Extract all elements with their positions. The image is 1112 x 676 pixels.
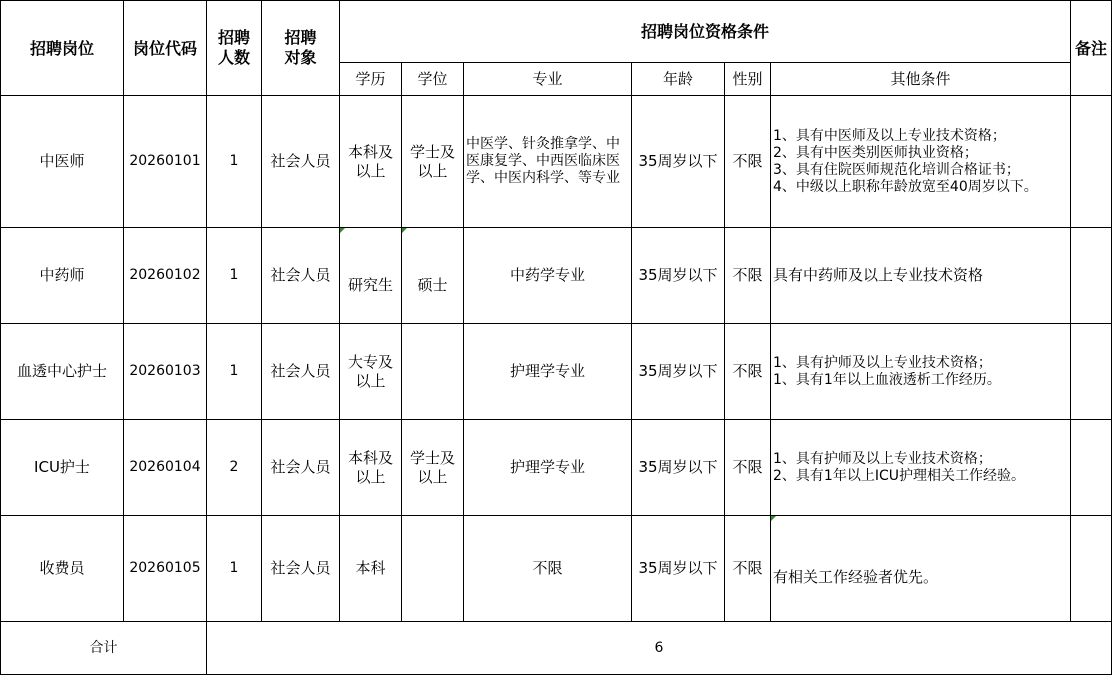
table-row	[1, 420, 1112, 516]
cell-other	[771, 96, 1071, 228]
cell-major: 不限	[464, 516, 632, 622]
header-target	[262, 1, 340, 96]
cell-gender: 不限	[725, 324, 771, 420]
other-line: 4、中级以上职称年龄放宽至40周岁以下。	[773, 178, 1038, 195]
header-major: 专业	[464, 63, 632, 96]
cell-gender: 不限	[725, 228, 771, 324]
other-line: 1、具有护师及以上专业技术资格；	[773, 450, 992, 467]
cell-degree	[402, 324, 464, 420]
cell-remarks	[1071, 228, 1112, 324]
cell-education-text: 本科及以上	[348, 448, 394, 486]
cell-degree-text: 学士及以上	[410, 448, 456, 486]
header-row	[1, 1, 1112, 63]
cell-target: 社会人员	[262, 420, 340, 516]
table-row	[1, 96, 1112, 228]
cell-degree	[402, 516, 464, 622]
cell-major: 中药学专业	[464, 228, 632, 324]
other-line: 具有中药师及以上专业技术资格	[773, 266, 984, 284]
other-line: 3、具有住院医师规范化培训合格证书；	[773, 161, 1020, 178]
cell-major: 护理学专业	[464, 420, 632, 516]
cell-age: 35周岁以下	[632, 420, 725, 516]
cell-degree-text: 学士及以上	[410, 142, 456, 180]
header-code: 岗位代码	[124, 1, 207, 96]
cell-position: 血透中心护士	[1, 324, 124, 420]
header-education: 学历	[340, 63, 402, 96]
cell-position: 收费员	[1, 516, 124, 622]
cell-age: 35周岁以下	[632, 96, 725, 228]
cell-major: 护理学专业	[464, 324, 632, 420]
cell-position: 中药师	[1, 228, 124, 324]
cell-degree	[402, 96, 464, 228]
cell-count: 1	[207, 324, 262, 420]
header-other: 其他条件	[771, 63, 1071, 96]
cell-education	[340, 324, 402, 420]
cell-other	[771, 516, 1071, 622]
table-row	[1, 228, 1112, 324]
cell-remarks	[1071, 516, 1112, 622]
cell-position: 中医师	[1, 96, 124, 228]
header-position: 招聘岗位	[1, 1, 124, 96]
header-target-text: 招聘对象	[284, 28, 317, 67]
cell-gender: 不限	[725, 96, 771, 228]
total-row	[1, 622, 1112, 675]
cell-education-text: 本科及以上	[348, 142, 394, 180]
header-remarks: 备注	[1071, 1, 1112, 96]
cell-education: 本科	[340, 516, 402, 622]
cell-code: 20260101	[124, 96, 207, 228]
header-count-text: 招聘人数	[217, 28, 250, 67]
cell-age: 35周岁以下	[632, 324, 725, 420]
table-row	[1, 324, 1112, 420]
cell-degree: 硕士	[402, 228, 464, 324]
cell-target: 社会人员	[262, 516, 340, 622]
cell-education: 研究生	[340, 228, 402, 324]
cell-code: 20260102	[124, 228, 207, 324]
header-age: 年龄	[632, 63, 725, 96]
cell-code: 20260104	[124, 420, 207, 516]
cell-gender: 不限	[725, 420, 771, 516]
other-line: 有相关工作经验者优先。	[773, 568, 939, 586]
other-line: 1、具有中医师及以上专业技术资格；	[773, 127, 1006, 144]
cell-age: 35周岁以下	[632, 516, 725, 622]
cell-other	[771, 324, 1071, 420]
other-line: 2、具有中医类别医师执业资格；	[773, 144, 978, 161]
cell-target: 社会人员	[262, 96, 340, 228]
cell-education	[340, 420, 402, 516]
header-degree: 学位	[402, 63, 464, 96]
cell-count: 2	[207, 420, 262, 516]
total-label: 合计	[1, 622, 207, 675]
table-row	[1, 516, 1112, 622]
header-gender: 性别	[725, 63, 771, 96]
cell-count: 1	[207, 96, 262, 228]
header-count	[207, 1, 262, 96]
other-line: 2、具有1年以上ICU护理相关工作经验。	[773, 467, 1025, 484]
cell-target: 社会人员	[262, 228, 340, 324]
cell-education	[340, 96, 402, 228]
cell-remarks	[1071, 96, 1112, 228]
cell-count: 1	[207, 228, 262, 324]
cell-code: 20260105	[124, 516, 207, 622]
cell-other	[771, 420, 1071, 516]
cell-major: 中医学、针灸推拿学、中医康复学、中西医临床医学、中医内科学、等专业	[464, 96, 632, 228]
cell-gender: 不限	[725, 516, 771, 622]
total-value: 6	[207, 622, 1112, 675]
cell-target: 社会人员	[262, 324, 340, 420]
cell-education-text: 大专及以上	[348, 352, 394, 390]
header-qualifications: 招聘岗位资格条件	[340, 1, 1071, 63]
other-line: 1、具有1年以上血液透析工作经历。	[773, 371, 1001, 388]
cell-other	[771, 228, 1071, 324]
other-line: 1、具有护师及以上专业技术资格；	[773, 354, 992, 371]
cell-age: 35周岁以下	[632, 228, 725, 324]
cell-code: 20260103	[124, 324, 207, 420]
cell-remarks	[1071, 420, 1112, 516]
cell-degree	[402, 420, 464, 516]
cell-position: ICU护士	[1, 420, 124, 516]
cell-remarks	[1071, 324, 1112, 420]
cell-count: 1	[207, 516, 262, 622]
